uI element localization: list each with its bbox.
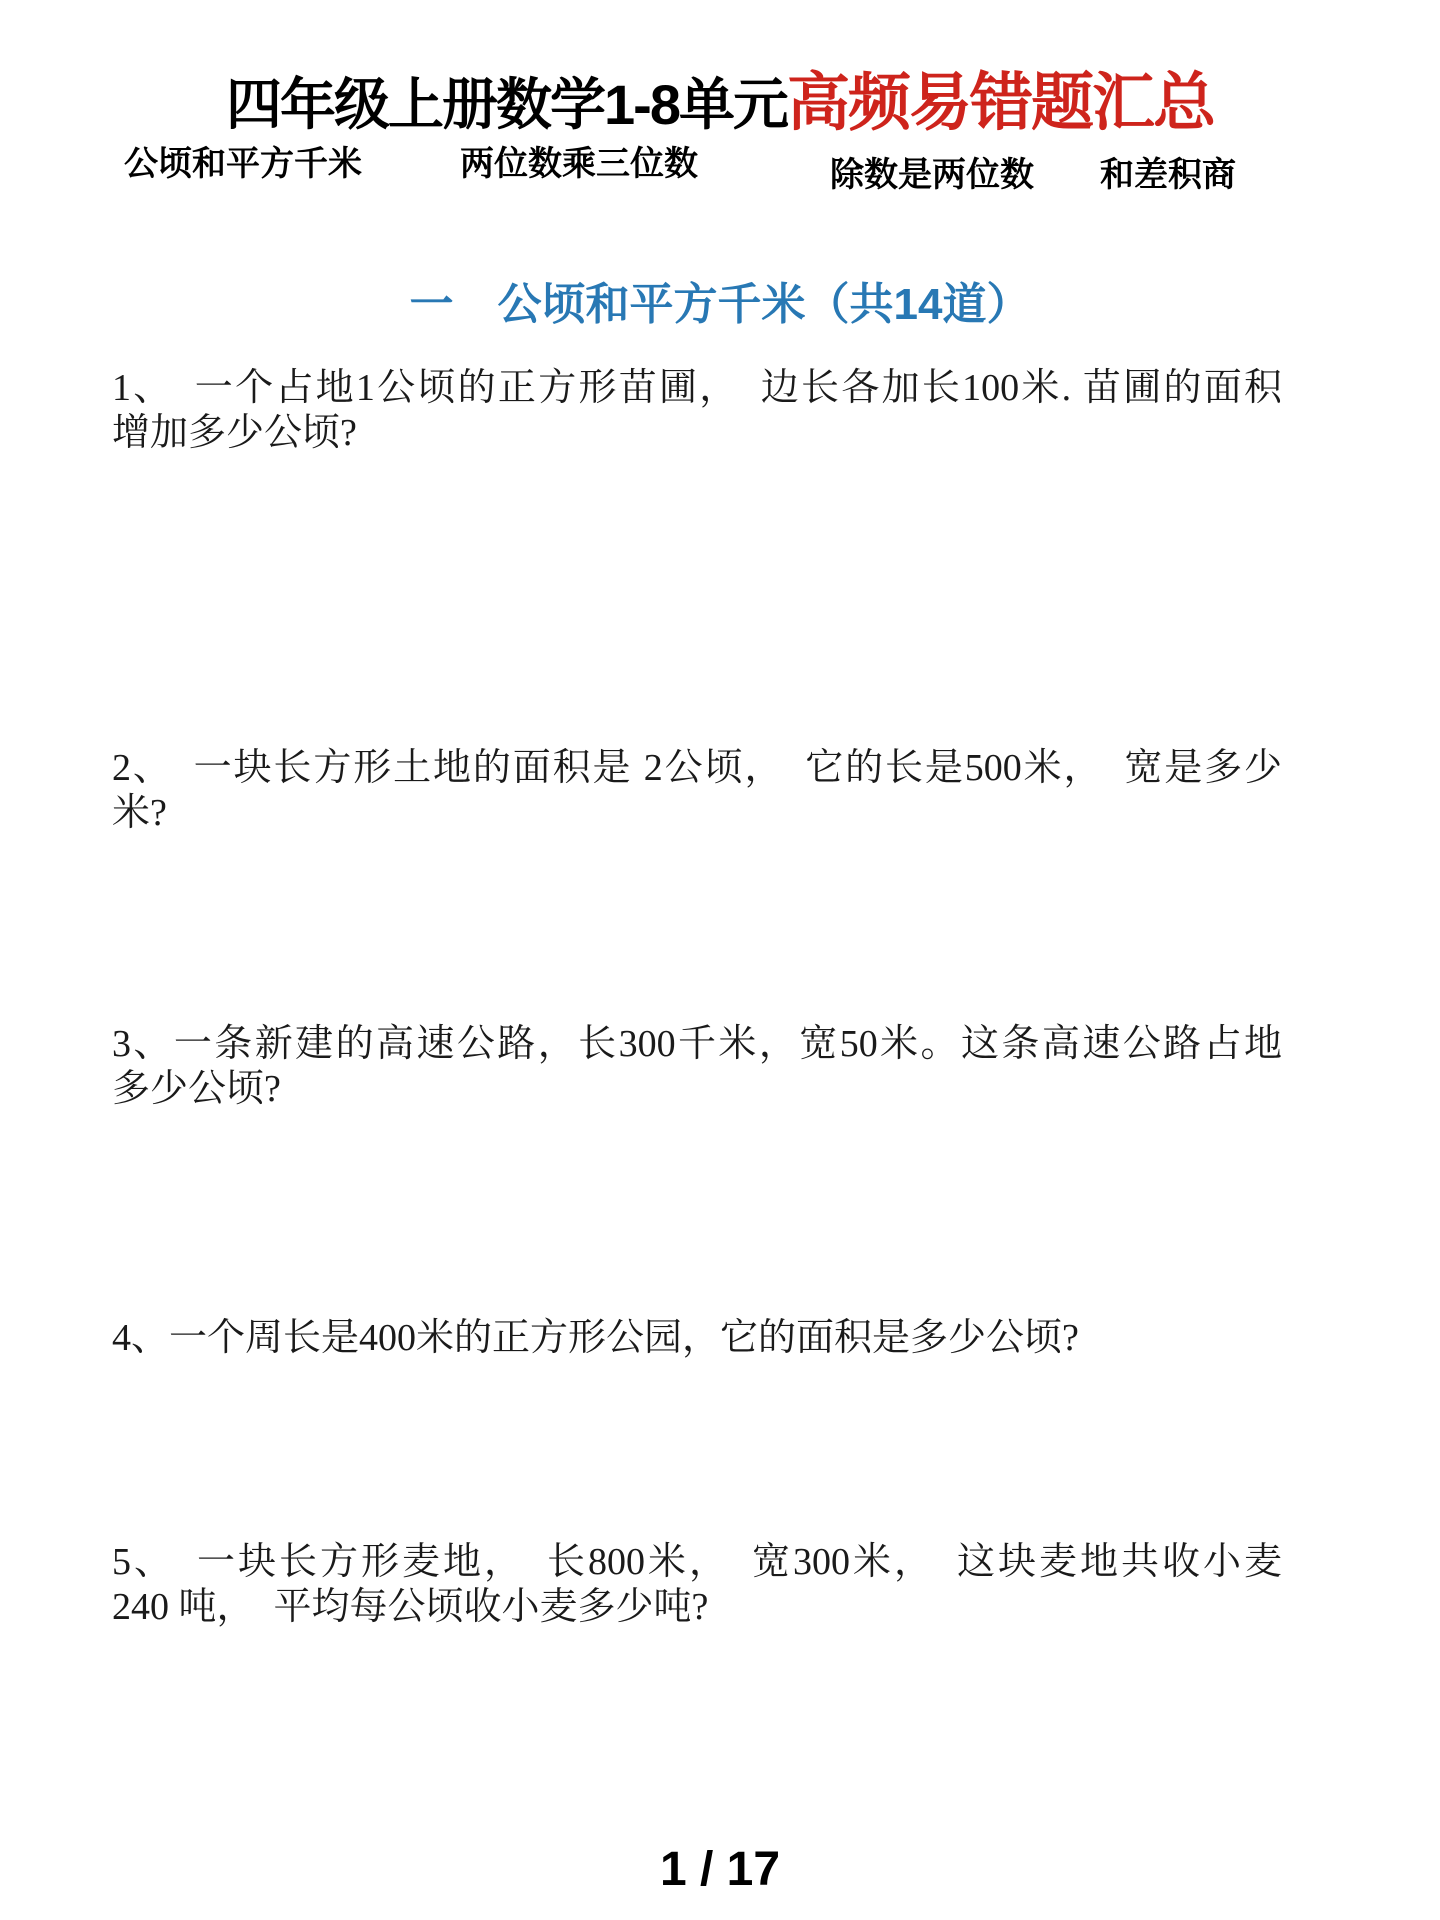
page-number: 1 / 17 [659, 1843, 781, 1896]
question-1-line-2: 增加多少公顷? [112, 412, 357, 454]
question-4 [112, 1316, 1282, 1361]
topic-two-by-three-digit-multiplication: 两位数乘三位数 [460, 146, 698, 183]
question-1-line-1: 1、 一个占地1公顷的正方形苗圃， 边长各加长100米. 苗圃的面积 [112, 367, 1282, 409]
page-title-black-part: 四年级上册数学1-8单元 [226, 73, 787, 136]
question-3-line-1: 3、一条新建的高速公路，长300千米，宽50米。这条高速公路占地 [112, 1023, 1282, 1065]
question-4-line-1: 4、一个周长是400米的正方形公园，它的面积是多少公顷? [112, 1317, 1079, 1359]
question-5 [112, 1540, 1282, 1630]
question-2-line-2: 米? [112, 792, 167, 834]
question-3-line-2: 多少公顷? [112, 1068, 281, 1110]
question-1 [112, 366, 1282, 456]
question-5-line-2: 240 吨， 平均每公顷收小麦多少吨? [112, 1586, 709, 1628]
question-2 [112, 746, 1282, 836]
page-title-red-part: 高频易错题汇总 [786, 68, 1214, 138]
topic-sum-difference-product-quotient: 和差积商 [1100, 157, 1236, 194]
question-3 [112, 1022, 1282, 1112]
topic-hectares-square-km: 公顷和平方千米 [124, 146, 362, 183]
question-2-line-1: 2、 一块长方形土地的面积是 2公顷， 它的长是500米， 宽是多少 [112, 747, 1282, 789]
question-5-line-1: 5、 一块长方形麦地， 长800米， 宽300米， 这块麦地共收小麦 [112, 1541, 1282, 1583]
topic-two-digit-divisor: 除数是两位数 [830, 157, 1034, 194]
page-title [0, 52, 1440, 143]
section-heading: 一 公顷和平方千米（共14道） [409, 280, 1031, 329]
